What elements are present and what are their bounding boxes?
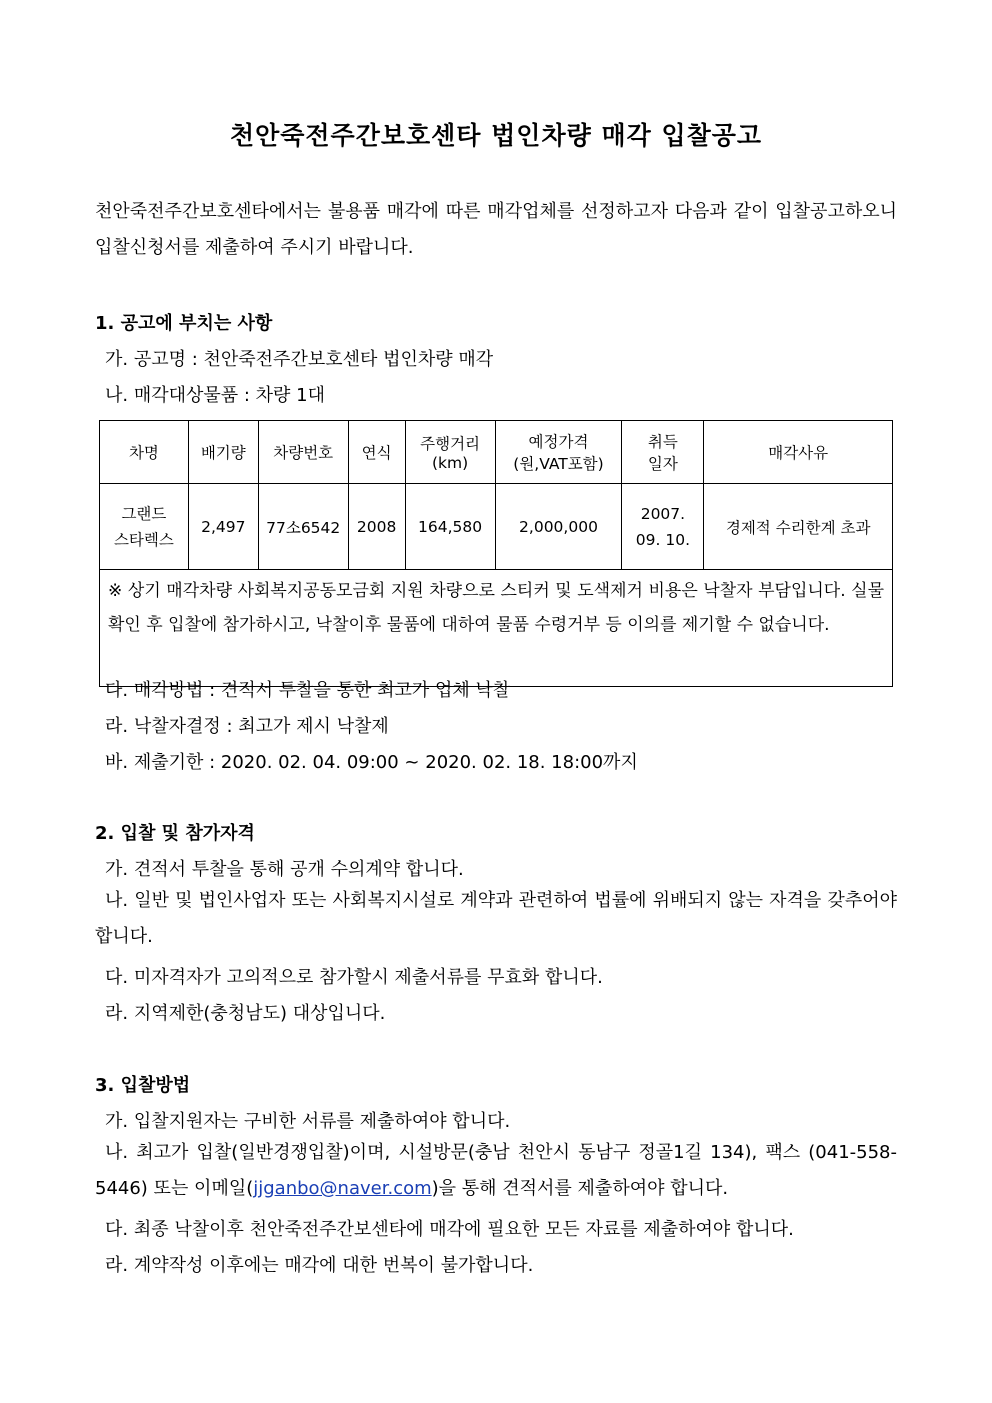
- header-displacement: 배기량: [188, 421, 258, 484]
- header-year: 연식: [348, 421, 405, 484]
- table-row: [100, 484, 893, 570]
- cell-displacement: 2,497: [188, 484, 258, 570]
- cell-price: 2,000,000: [495, 484, 622, 570]
- header-plate: 차량번호: [258, 421, 348, 484]
- intro-paragraph: 천안죽전주간보호센타에서는 불용품 매각에 따른 매각업체를 선정하고자 다음과 같이 입찰공고하오니 입찰신청서를 제출하여 주시기 바랍니다.: [95, 201, 897, 258]
- section1-item-ba: 바. 제출기한 : 2020. 02. 04. 09:00 ~ 2020. 02. 18. 18:00까지: [105, 752, 638, 773]
- table-note: ※ 상기 매각차량 사회복지공동모금회 지원 차량으로 스티커 및 도색제거 비용은 낙찰자 부담입니다. 실물확인 후 입찰에 참가하시고, 낙찰이후 물품에 대하여 물품 수령거부 등 이의를 제기할 수 없습니다.: [100, 570, 893, 687]
- section2-item-ra: 라. 지역제한(충청남도) 대상입니다.: [105, 1003, 386, 1024]
- cell-plate: 77소6542: [258, 484, 348, 570]
- cell-acquired: 2007. 09. 10.: [622, 484, 704, 570]
- section2-heading: 2. 입찰 및 참가자격: [95, 823, 255, 844]
- section2-item-da: 다. 미자격자가 고의적으로 참가할시 제출서류를 무효화 합니다.: [105, 967, 603, 988]
- header-reason: 매각사유: [704, 421, 893, 484]
- cell-name: 그랜드 스타렉스: [100, 484, 189, 570]
- cell-reason: 경제적 수리한계 초과: [704, 484, 893, 570]
- header-mileage: 주행거리 (km): [405, 421, 495, 484]
- header-acquired: 취득 일자: [622, 421, 704, 484]
- document-title: 천안죽전주간보호센타 법인차량 매각 입찰공고: [229, 121, 763, 150]
- section1-item-da: 다. 매각방법 : 견적서 투찰을 통한 최고가 업체 낙찰: [105, 680, 511, 701]
- section3-item-ga: 가. 입찰지원자는 구비한 서류를 제출하여야 합니다.: [105, 1111, 511, 1132]
- header-name: 차명: [100, 421, 189, 484]
- section2-item-na: 나. 일반 및 법인사업자 또는 사회복지시설로 계약과 관련하여 법률에 위배되지 않는 자격을 갖추어야 합니다.: [95, 890, 897, 947]
- section2-item-ga: 가. 견적서 투찰을 통해 공개 수의계약 합니다.: [105, 859, 464, 880]
- section1-heading: 1. 공고에 부치는 사항: [95, 313, 273, 334]
- email-link[interactable]: jjganbo@naver.com: [253, 1178, 432, 1199]
- table-note-row: [100, 570, 893, 687]
- section3-item-da: 다. 최종 낙찰이후 천안죽전주간보센타에 매각에 필요한 모든 자료를 제출하여야 합니다.: [105, 1219, 794, 1240]
- section3-item-ra: 라. 계약작성 이후에는 매각에 대한 번복이 불가합니다.: [105, 1255, 534, 1276]
- header-price: 예정가격 (원,VAT포함): [495, 421, 622, 484]
- cell-year: 2008: [348, 484, 405, 570]
- section1-item-ra: 라. 낙찰자결정 : 최고가 제시 낙찰제: [105, 716, 389, 737]
- section3-heading: 3. 입찰방법: [95, 1075, 191, 1096]
- cell-mileage: 164,580: [405, 484, 495, 570]
- section3-item-na: 나. 최고가 입찰(일반경쟁입찰)이며, 시설방문(충남 천안시 동남구 정골1길 134), 팩스 (041-558-5446) 또는 이메일(jjganbo@naver.com)을 통해 견적서를 제출하여야 합니다.: [95, 1142, 897, 1199]
- section1-item-ga: 가. 공고명 : 천안죽전주간보호센타 법인차량 매각: [105, 349, 494, 370]
- table-header-row: [100, 421, 893, 484]
- vehicle-table: [99, 420, 893, 687]
- section1-item-na: 나. 매각대상물품 : 차량 1대: [105, 385, 326, 406]
